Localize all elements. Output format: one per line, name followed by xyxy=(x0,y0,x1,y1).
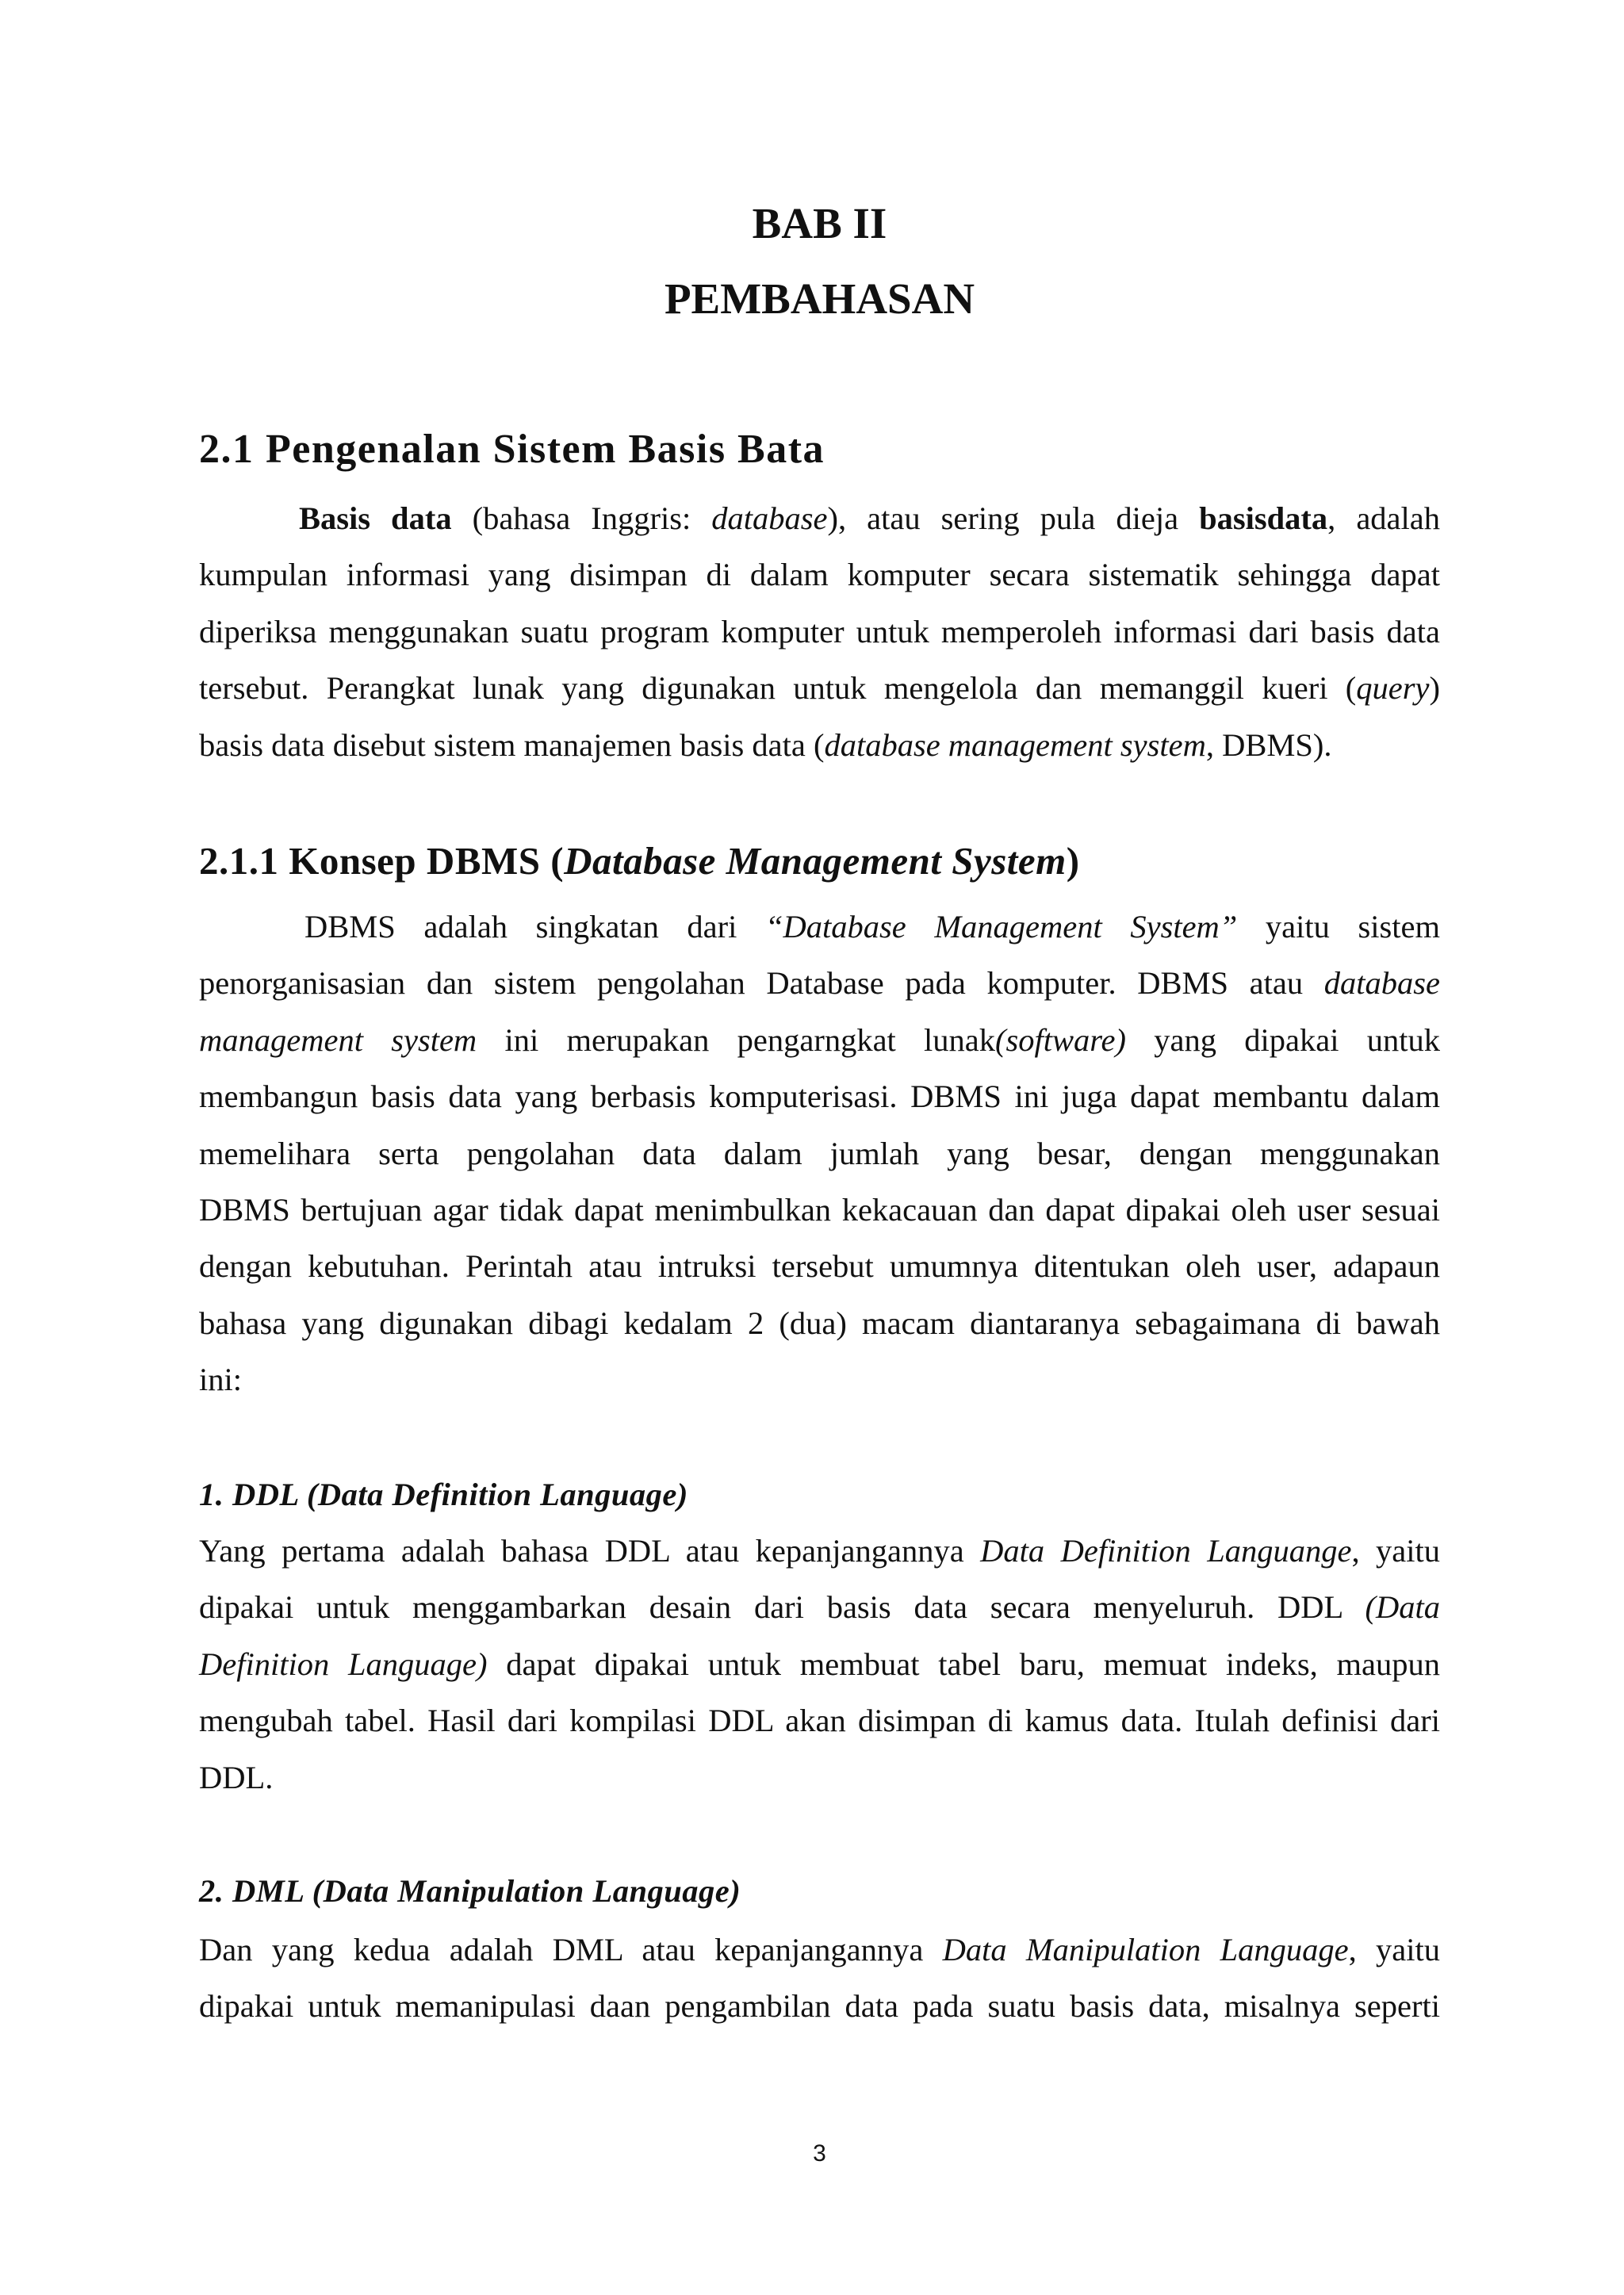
text-run: DBMS adalah singkatan dari xyxy=(304,909,765,944)
text-run: , adalah xyxy=(1327,500,1440,536)
item-heading-dml: 2. DML (Data Manipulation Language) xyxy=(199,1873,741,1909)
text-run: Dan yang kedua adalah DML atau kepanjangannya xyxy=(199,1932,943,1967)
item-heading-ddl: 1. DDL (Data Definition Language) xyxy=(199,1477,688,1512)
term-query: query xyxy=(1356,670,1430,707)
page-number: 3 xyxy=(813,2140,826,2167)
text-run: ), atau sering pula dieja xyxy=(827,500,1200,536)
term-data-definition-language: (Data xyxy=(1365,1589,1440,1626)
text-run: yang dipakai untuk xyxy=(1126,1021,1440,1058)
paragraph-line xyxy=(199,1523,1440,1579)
text-run: tersebut. Perangkat lunak yang digunakan untuk mengelola dan memanggil kueri ( xyxy=(199,670,1357,707)
term-database-management-system: database management system xyxy=(824,726,1206,763)
paragraph-line: dengan kebutuhan. Perintah atau intruksi tersebut umumnya ditentukan oleh user, adapaun xyxy=(199,1248,1440,1285)
paragraph-line xyxy=(199,955,1440,1011)
text-run: penorganisasian dan sistem pengolahan Database pada komputer. DBMS atau xyxy=(199,965,1324,1002)
term-database: database xyxy=(711,500,828,536)
text-run: basis data disebut sistem manajemen basis data ( xyxy=(199,726,825,763)
paragraph-line: DBMS bertujuan agar tidak dapat menimbulkan kekacauan dan dapat dipakai oleh user sesuai xyxy=(199,1191,1440,1228)
term-basis-data: Basis data xyxy=(299,500,452,536)
paragraph-basis-data xyxy=(199,490,1440,773)
paragraph-line: mengubah tabel. Hasil dari kompilasi DDL akan disimpan di kamus data. Itulah definisi dari xyxy=(199,1703,1440,1739)
paragraph-line: membangun basis data yang berbasis komputerisasi. DBMS ini juga dapat membantu dalam xyxy=(199,1079,1440,1115)
paragraph-line xyxy=(199,660,1440,716)
text-run: ) xyxy=(1429,670,1440,707)
term-database: database xyxy=(1323,965,1440,1002)
paragraph-line: ini: xyxy=(199,1362,243,1398)
paragraph-line xyxy=(199,1012,1440,1068)
paragraph-line xyxy=(199,1636,1440,1692)
paragraph-dbms-concept xyxy=(199,898,1440,1408)
heading-run: ) xyxy=(1066,839,1080,883)
text-run: Yang pertama adalah bahasa DDL atau kepanjangannya xyxy=(199,1533,981,1569)
chapter-label: BAB II xyxy=(752,199,887,247)
text-run: dapat dipakai untuk membuat tabel baru, memuat indeks, maupun xyxy=(487,1646,1440,1682)
text-run: yaitu sistem xyxy=(1237,909,1440,944)
paragraph-line xyxy=(199,490,1440,546)
term-management-system: management system xyxy=(199,1021,477,1058)
paragraph-line xyxy=(199,1579,1440,1635)
term-data-definition-languange: Data Definition Languange xyxy=(980,1533,1352,1569)
paragraph-line: kumpulan informasi yang disimpan di dalam komputer secara sistematik sehingga dapat xyxy=(199,557,1440,593)
section-heading-2-1-1 xyxy=(199,833,1440,890)
paragraph-line: memelihara serta pengolahan data dalam jumlah yang besar, dengan menggunakan xyxy=(199,1135,1440,1171)
text-run: ini merupakan pengarngkat lunak xyxy=(477,1021,996,1058)
text-run: (bahasa Inggris: xyxy=(451,500,712,536)
term-database-management-system: “Database Management System” xyxy=(764,909,1238,944)
term-software: (software) xyxy=(995,1021,1127,1058)
paragraph-line: diperiksa menggunakan suatu program komputer untuk memperoleh informasi dari basis data xyxy=(199,613,1440,649)
text-run: , yaitu xyxy=(1351,1533,1440,1569)
chapter-title: PEMBAHASAN xyxy=(664,274,975,323)
paragraph-ddl xyxy=(199,1523,1440,1806)
text-run: dipakai untuk menggambarkan desain dari basis data secara menyeluruh. DDL xyxy=(199,1589,1365,1626)
paragraph-line xyxy=(199,717,1440,773)
paragraph-line xyxy=(199,1921,1440,1978)
text-run: , yaitu xyxy=(1348,1932,1441,1967)
term-data-manipulation-language: Data Manipulation Language xyxy=(942,1932,1349,1967)
term-basisdata: basisdata xyxy=(1199,500,1328,536)
paragraph-dml xyxy=(199,1921,1440,2035)
paragraph-line: DDL. xyxy=(199,1759,274,1795)
heading-run: 2.1.1 Konsep DBMS ( xyxy=(199,839,565,883)
section-heading-2-1: 2.1 Pengenalan Sistem Basis Bata xyxy=(199,427,825,472)
paragraph-line: dipakai untuk memanipulasi daan pengambilan data pada suatu basis data, misalnya seperti xyxy=(199,1988,1440,2025)
term-data-definition-language: Definition Language) xyxy=(199,1646,488,1682)
chapter-heading xyxy=(199,186,1440,336)
paragraph-line: bahasa yang digunakan dibagi kedalam 2 (dua) macam diantaranya sebagaimana di bawah xyxy=(199,1305,1440,1341)
text-run: , DBMS). xyxy=(1205,726,1332,763)
paragraph-line xyxy=(199,898,1440,955)
heading-italic-run: Database Management System xyxy=(564,839,1067,883)
